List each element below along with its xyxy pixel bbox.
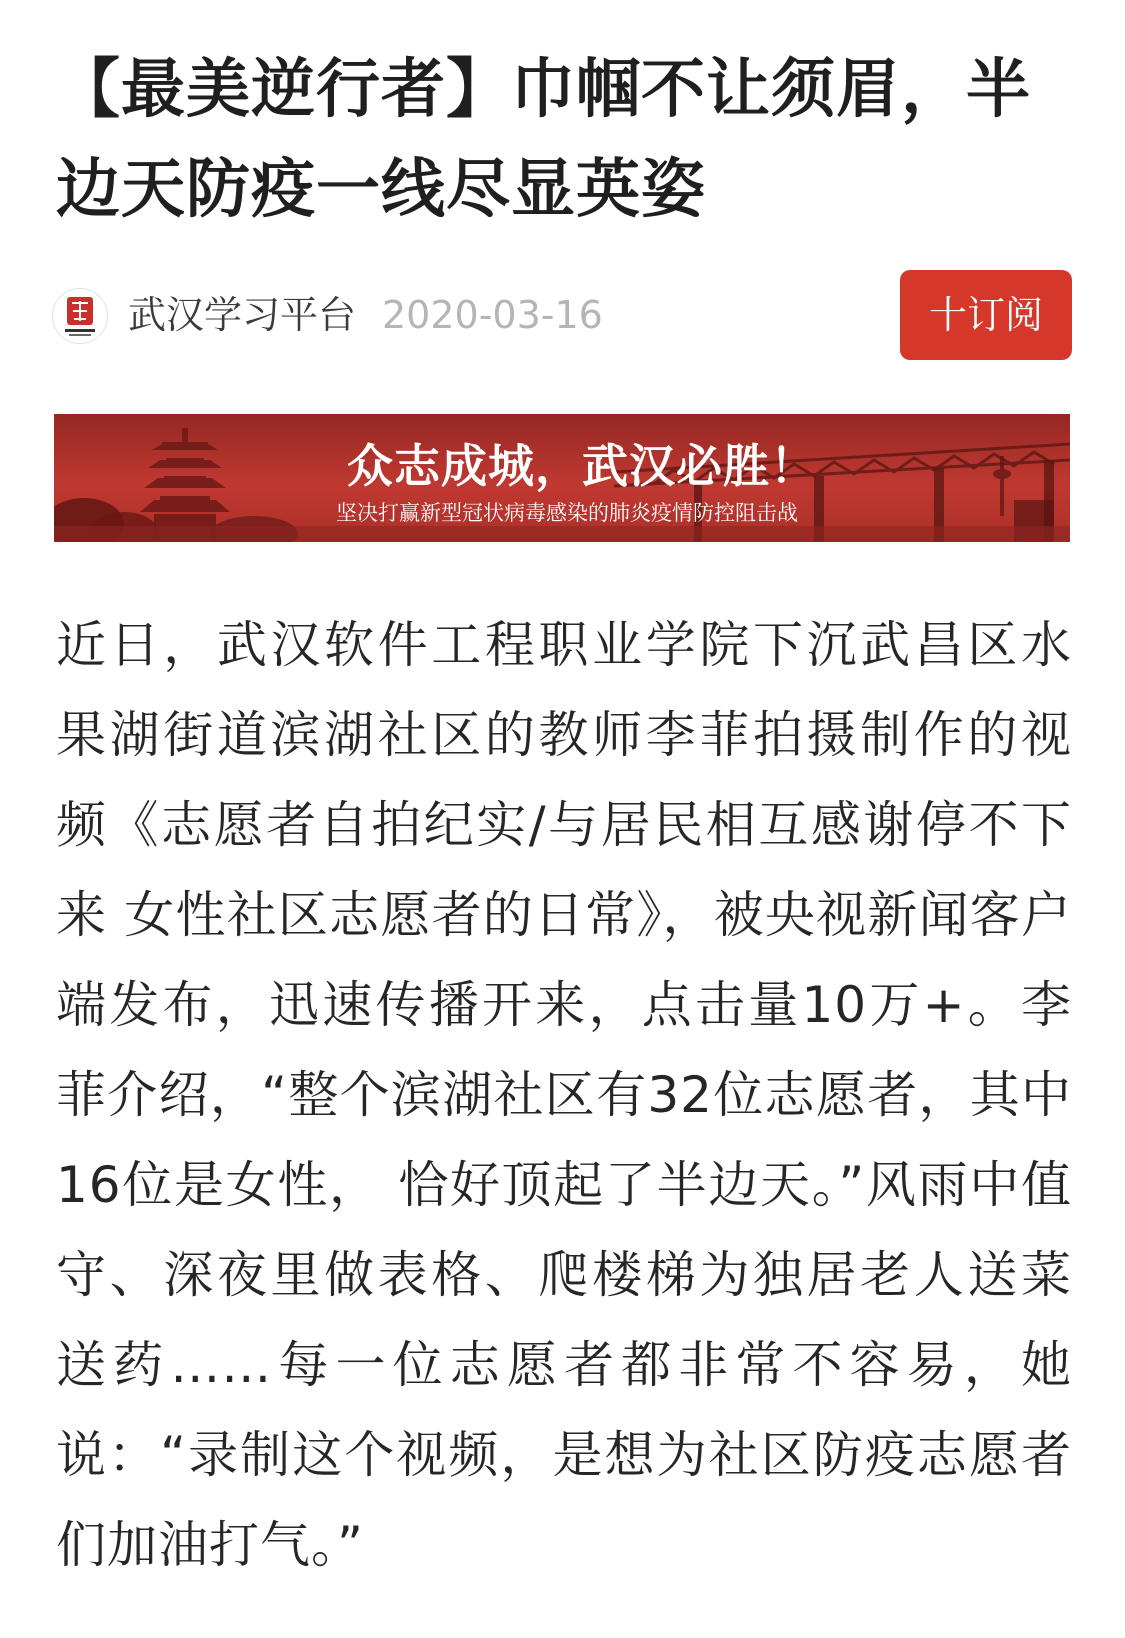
banner-title: 众志成城，武汉必胜！	[347, 439, 817, 493]
article-paragraph: 近日，武汉软件工程职业学院下沉武昌区水果湖街道滨湖社区的教师李菲拍摄制作的视频《志愿者自拍纪实/与居民相互感谢停不下来 女性社区志愿者的日常》，被央视新闻客户端发布，迅速传播开来，点击量10万+。李菲介绍，“整个滨湖社区有32位志愿者，其中16位是女性， 恰好顶起了半边天。”风雨中值守、深夜里做表格、爬楼梯为独居老人送菜送药……每一位志愿者都非常不容易，她说：“录制这个视频，是想为社区防疫志愿者们加油打气。”	[56, 616, 1072, 1574]
subscribe-button[interactable]: 十订阅	[900, 270, 1072, 360]
publish-date: 2020-03-16	[382, 293, 603, 337]
campaign-banner	[54, 414, 1070, 542]
author-name[interactable]: 武汉学习平台	[128, 293, 357, 337]
article-meta	[52, 270, 1072, 360]
article-title: 【最美逆行者】巾帼不让须眉，半边天防疫一线尽显英姿	[56, 53, 1031, 227]
wuhan-logo-icon[interactable]	[52, 288, 108, 344]
banner-subtitle: 坚决打赢新型冠状病毒感染的肺炎疫情防控阻击战	[336, 501, 798, 525]
